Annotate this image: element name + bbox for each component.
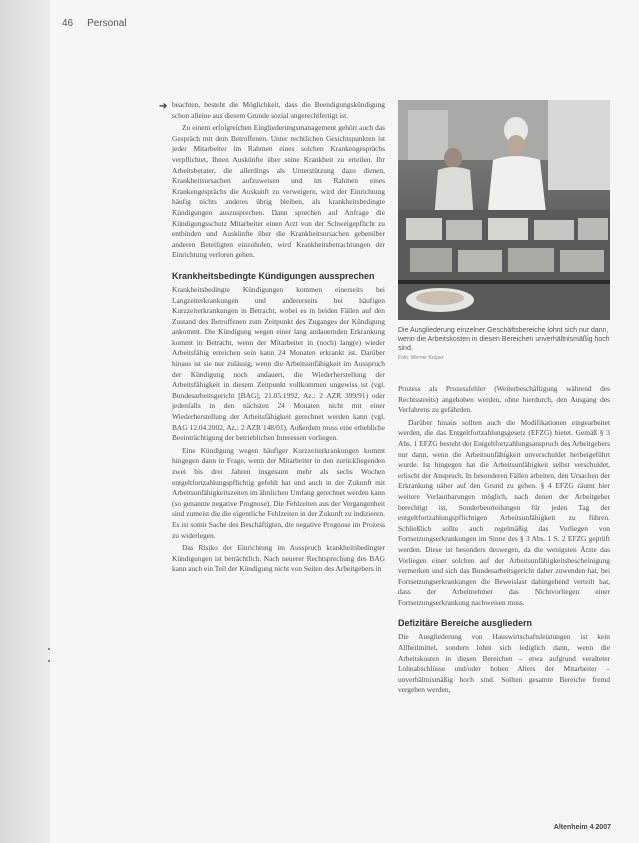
margin-dot — [48, 660, 50, 662]
page-margin-shadow — [0, 0, 50, 843]
page-header — [62, 18, 127, 29]
right-column — [398, 384, 610, 698]
paragraph: Prozess als Prozessfehler (Weiterbeschäftigung während des Rechtsstreits) angehoben werden, ohne hierdurch, den Ausgang des Verfahrens zu gefährden. — [398, 384, 610, 415]
paragraph: Die Ausgliederung von Hauswirtschaftsleistungen ist kein Allheilmittel, sondern lohnt sich lediglich dann, wenn die Arbeitskosten in diesen Bereichen – etwa aufgrund veralteter Lohnabschlüsse und/oder hohen Alters der Mitarbeiter – unverhältnismäßig hoch sind. Sollten gesamte Bereiche fremd vergeben werden, — [398, 632, 610, 695]
photo-credit: Foto: Werner Krüper — [398, 355, 444, 361]
paragraph: Das Risiko der Einrichtung im Ausspruch krankheitsbedingter Kündigungen ist beträchtlich. Nach neuerer Rechtsprechung des BAG kann auch ein Teil der Kündigung nicht von Seiten des Arbeitgebers in — [172, 543, 385, 574]
caption-text: Die Ausgliederung einzelner Geschäftsbereiche lohnt sich nur dann, wenn die Arbeitskosten in diesen Bereichen unverhältnismäßig hoch sind. — [398, 327, 610, 352]
photo-caption — [398, 326, 610, 363]
paragraph: Zu einem erfolgreichen Eingliederungsmanagement gehört auch das Gespräch mit dem Betroffenen. Unter rechtlichen Gesichtspunkten ist jeder Mitarbeiter im Rahmen eines solchen Krankengesprächs verpflichtet, Ihnen Auskünfte über seine Krankheit zu erteilen. Ihr Arbeitsberater, die allerdings als Unterstützung dazu dienen, Krankheitsursachen aufzuweisen und im Rahmen eines Krankengesprächs die Auskunft zu verweigern, wird der Einrichtung häufig nichts anderes übrig bleiben, als krankheitsbedingte Kündigungen auszusprechen. Dann sprechen auf Anfrage die Kündigungsschutz Mitarbeiter einen Arzt von der Schweigepflicht zu entbinden und Auskünfte über die Krankheitsursachen gebenüber anderen Beteiligten einzuholen, wird Krankheitsbetrachtungen der Einrichtung verloren gehen. — [172, 123, 385, 260]
kitchen-photo — [398, 100, 610, 320]
left-column — [172, 100, 385, 577]
paragraph: Krankheitsbedingte Kündigungen kommen einerseits bei Langzeiterkrankungen und andererseits bei häufigen Kurzzeiterkrankungen in Betracht, wobei es in beiden Fällen auf den Zustand des Betroffenen zum Zeitpunkt des Zuganges der Kündigung ankommt. Die Kündigung wegen einer lang andauernden Erkrankung kommt in Betracht, wenn der Mitarbeiter in (noch) lang(e) wieder Arbeitsfähig erreichen sein kann 24 Monaten erkrankt ist. Darüber hinaus ist sie nur zulässig, wenn die Arbeitsunfähigkeit im Ausspruch der Kündigung noch andauert, die Wiederherstellung der Arbeitsfähigkeit in diesem Zeitpunkt vollkommen ungewiss ist (vgl. Bundesarbeitsgericht [BAG], 21.05.1992, Az.: 2 AZR 399/91) oder jedenfalls in den nächsten 24 Monaten nicht mit einer Wiederherstellung der Arbeitsfähigkeit gerechnet werden kann (vgl. BAG 12.04.2002, Az.: 2 AZR 148/01). Außerdem muss eine erhebliche Beeinträchtigung der betrieblichen Interessen vorliegen. — [172, 284, 385, 443]
section-title: Personal — [87, 18, 127, 29]
margin-dot — [48, 648, 50, 650]
paragraph: beachten, besteht die Möglichkeit, dass die Beendigungskündigung schon alleine aus diesem Grunde sozial ungerechtfertigt ist. — [172, 100, 385, 120]
paragraph: Eine Kündigung wegen häufiger Kurzzeiterkrankungen kommt hingegen dann in Frage, wenn der Mitarbeiter in den zurückliegenden zwei bis drei Jahren insgesamt mehr als sechs Wochen entgeltfortzahlungspflichtig gefehlt hat und auch in der Zukunft mit Arbeitsunfähigkeitszeiten im ähnlichen Umfang gerechnet werden kann (so genannte negative Prognose). Die Fehlzeiten aus der Vergangenheit sind zumeist die die eigentliche Fehlzeiten in der Zukunft zu indizieren. Es ist somit Sache des Beschäftigten, die negative Prognose im Prozess zu widerlegen. — [172, 445, 385, 540]
paragraph: Darüber hinaus sollten auch die Modifikationen eingearbeitet werden, die das Entgeltfortzahlungsgesetz (EFZG) bietet. Gemäß § 3 Abs. 1 EFZG besteht der Entgeltfortzahlungsanspruch des Arbeitgebers nur dann, wenn die Arbeitsunfähigkeit unverschuldet herbeigeführt wurde. Ist hingegen hat die Arbeitsunfähigkeit selbst verschuldet, erlischt der Anspruch. In besonderen Fällen arbeiten, den Ursachen der Erkrankung näher auf den Grund zu gehen. § 4 EFZG räumt hier weitere Verlautbarungen möglich, nach denen der Arbeitgeber berechtigt ist, Sonderbeurteilungen für jeden Tag der entgeltfortzahlungspflichtigen Arbeitsunfähigkeit zu führen. Schließlich sollte auch regelmäßig das Vorliegen von Fortsetzungserkrankungen im Sinne des § 3 Abs. 1 S. 2 EFZG geprüft werden. Diese ist besonders deswegen, da die wenigsten Ärzte das Vorliegen einer solchen auf der Arbeitsunfähigkeitsbescheinigung vermerken und sich das Bundesarbeitsgericht daher zuwenden hat, bei Fortsetzungserkrankungen die Beweislast dahingehend verteilt hat, dass der Arbeitnehmer das Nichtvorliegen einer Fortsetzungserkrankung nachweisen muss. — [398, 417, 610, 607]
section-heading: Krankheitsbedingte Kündigungen aussprechen — [172, 270, 375, 281]
page-footer: Altenheim 4 2007 — [553, 824, 611, 831]
arrow-right-icon: ➔ — [159, 101, 168, 112]
section-heading: Defizitäre Bereiche ausgliedern — [398, 618, 533, 629]
page-number: 46 — [62, 18, 74, 29]
